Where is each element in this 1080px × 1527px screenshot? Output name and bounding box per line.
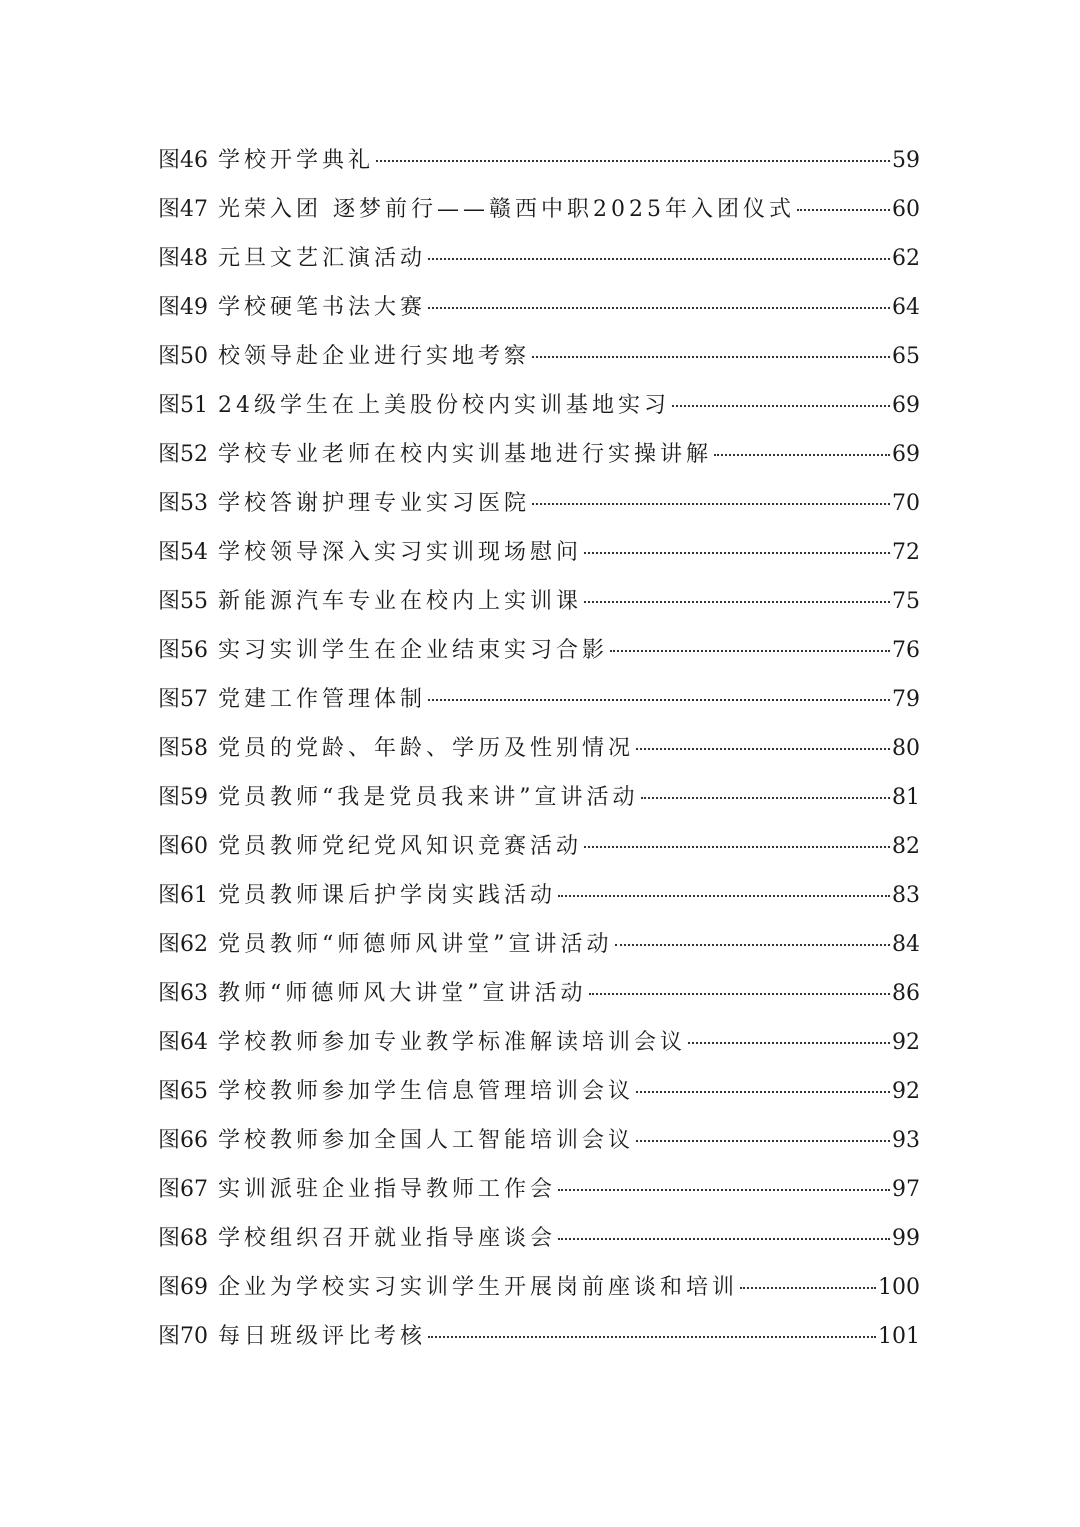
figure-number: 图55: [158, 589, 208, 614]
dot-leader: [636, 748, 890, 750]
figure-title: 元旦文艺汇演活动: [218, 246, 427, 271]
figure-title: 校领导赴企业进行实地考察: [218, 344, 531, 369]
page-number: 81: [892, 785, 920, 810]
page-number: 100: [878, 1275, 920, 1300]
toc-entry[interactable]: [158, 626, 920, 675]
toc-entry[interactable]: [158, 1067, 920, 1116]
figure-number: 图60: [158, 834, 208, 859]
figure-title: 企业为学校实习实训学生开展岗前座谈和培训: [218, 1275, 739, 1300]
dot-leader: [558, 895, 890, 897]
dot-leader: [376, 160, 890, 162]
dot-leader: [584, 601, 890, 603]
figure-number: 图70: [158, 1324, 208, 1349]
toc-entry[interactable]: [158, 479, 920, 528]
toc-entry[interactable]: [158, 1018, 920, 1067]
figure-title: 学校领导深入实习实训现场慰问: [218, 540, 583, 565]
dot-leader: [584, 552, 890, 554]
figure-number: 图61: [158, 883, 208, 908]
page-number: 79: [892, 687, 920, 712]
dot-leader: [740, 1287, 876, 1289]
dot-leader: [428, 699, 890, 701]
page-number: 65: [892, 344, 920, 369]
dot-leader: [636, 1091, 890, 1093]
toc-entry[interactable]: [158, 1263, 920, 1312]
figure-title: 实习实训学生在企业结束实习合影: [218, 638, 609, 663]
figure-title: 学校教师参加学生信息管理培训会议: [218, 1079, 635, 1104]
figure-title: 实训派驻企业指导教师工作会: [218, 1177, 557, 1202]
figure-number: 图65: [158, 1079, 208, 1104]
toc-entry[interactable]: [158, 1116, 920, 1165]
figure-title: 党员教师“师德师风讲堂”宣讲活动: [218, 932, 613, 957]
dot-leader: [558, 1238, 890, 1240]
figure-number: 图62: [158, 932, 208, 957]
toc-entry[interactable]: [158, 283, 920, 332]
toc-entry[interactable]: [158, 1165, 920, 1214]
figure-title: 学校教师参加全国人工智能培训会议: [218, 1128, 635, 1153]
figure-number: 图58: [158, 736, 208, 761]
figure-title: 新能源汽车专业在校内上实训课: [218, 589, 583, 614]
toc-entry[interactable]: [158, 528, 920, 577]
toc-entry[interactable]: [158, 430, 920, 479]
figure-list: [158, 136, 920, 1361]
figure-title: 学校组织召开就业指导座谈会: [218, 1226, 557, 1251]
figure-number: 图59: [158, 785, 208, 810]
page-number: 69: [892, 442, 920, 467]
page-number: 92: [892, 1079, 920, 1104]
page-number: 64: [892, 295, 920, 320]
dot-leader: [428, 258, 890, 260]
dot-leader: [532, 503, 890, 505]
figure-number: 图69: [158, 1275, 208, 1300]
page-number: 83: [892, 883, 920, 908]
toc-entry[interactable]: [158, 675, 920, 724]
page-number: 93: [892, 1128, 920, 1153]
dot-leader: [672, 405, 890, 407]
toc-entry[interactable]: [158, 332, 920, 381]
figure-number: 图63: [158, 981, 208, 1006]
figure-title: 学校教师参加专业教学标准解读培训会议: [218, 1030, 687, 1055]
dot-leader: [428, 1336, 876, 1338]
toc-entry[interactable]: [158, 1214, 920, 1263]
figure-title: 党员的党龄、年龄、学历及性别情况: [218, 736, 635, 761]
figure-number: 图64: [158, 1030, 208, 1055]
toc-entry[interactable]: [158, 920, 920, 969]
figure-number: 图68: [158, 1226, 208, 1251]
figure-number: 图47: [158, 197, 208, 222]
page-number: 70: [892, 491, 920, 516]
toc-entry[interactable]: [158, 871, 920, 920]
dot-leader: [688, 1042, 890, 1044]
dot-leader: [532, 356, 890, 358]
figure-title: 学校专业老师在校内实训基地进行实操讲解: [218, 442, 713, 467]
toc-entry[interactable]: [158, 822, 920, 871]
dot-leader: [615, 944, 891, 946]
figure-number: 图66: [158, 1128, 208, 1153]
figure-number: 图54: [158, 540, 208, 565]
figure-title: 党员教师“我是党员我来讲”宣讲活动: [218, 785, 639, 810]
page-number: 69: [892, 393, 920, 418]
dot-leader: [589, 993, 891, 995]
figure-number: 图52: [158, 442, 208, 467]
toc-entry[interactable]: [158, 185, 920, 234]
figure-number: 图51: [158, 393, 208, 418]
figure-title: 党建工作管理体制: [218, 687, 427, 712]
page-number: 97: [892, 1177, 920, 1202]
dot-leader: [610, 650, 890, 652]
toc-entry[interactable]: [158, 773, 920, 822]
toc-entry[interactable]: [158, 969, 920, 1018]
figure-title: 学校开学典礼: [218, 148, 375, 173]
page-number: 99: [892, 1226, 920, 1251]
toc-entry[interactable]: [158, 136, 920, 185]
figure-number: 图57: [158, 687, 208, 712]
dot-leader: [641, 797, 891, 799]
figure-number: 图48: [158, 246, 208, 271]
page-number: 76: [892, 638, 920, 663]
dot-leader: [558, 1189, 890, 1191]
figure-title: 学校硬笔书法大赛: [218, 295, 427, 320]
dot-leader: [797, 209, 890, 211]
page-number: 59: [892, 148, 920, 173]
figure-title: 教师“师德师风大讲堂”宣讲活动: [218, 981, 587, 1006]
figure-title: 光荣入团 逐梦前行——赣西中职2025年入团仪式: [218, 197, 795, 222]
dot-leader: [584, 846, 890, 848]
toc-entry[interactable]: [158, 1312, 920, 1361]
dot-leader: [636, 1140, 890, 1142]
figure-number: 图56: [158, 638, 208, 663]
toc-entry[interactable]: [158, 577, 920, 626]
figure-number: 图67: [158, 1177, 208, 1202]
page-number: 82: [892, 834, 920, 859]
toc-entry[interactable]: [158, 234, 920, 283]
dot-leader: [428, 307, 890, 309]
page-number: 75: [892, 589, 920, 614]
page-number: 86: [892, 981, 920, 1006]
page-number: 62: [892, 246, 920, 271]
figure-title: 24级学生在上美股份校内实训基地实习: [218, 393, 670, 418]
page-number: 60: [892, 197, 920, 222]
toc-entry[interactable]: [158, 724, 920, 773]
page-number: 72: [892, 540, 920, 565]
dot-leader: [714, 454, 890, 456]
page-number: 80: [892, 736, 920, 761]
figure-title: 学校答谢护理专业实习医院: [218, 491, 531, 516]
page-number: 101: [878, 1324, 920, 1349]
figure-number: 图49: [158, 295, 208, 320]
figure-number: 图46: [158, 148, 208, 173]
figure-title: 党员教师党纪党风知识竞赛活动: [218, 834, 583, 859]
page-number: 84: [892, 932, 920, 957]
figure-number: 图50: [158, 344, 208, 369]
figure-number: 图53: [158, 491, 208, 516]
page-number: 92: [892, 1030, 920, 1055]
figure-title: 党员教师课后护学岗实践活动: [218, 883, 557, 908]
toc-entry[interactable]: [158, 381, 920, 430]
figure-title: 每日班级评比考核: [218, 1324, 427, 1349]
